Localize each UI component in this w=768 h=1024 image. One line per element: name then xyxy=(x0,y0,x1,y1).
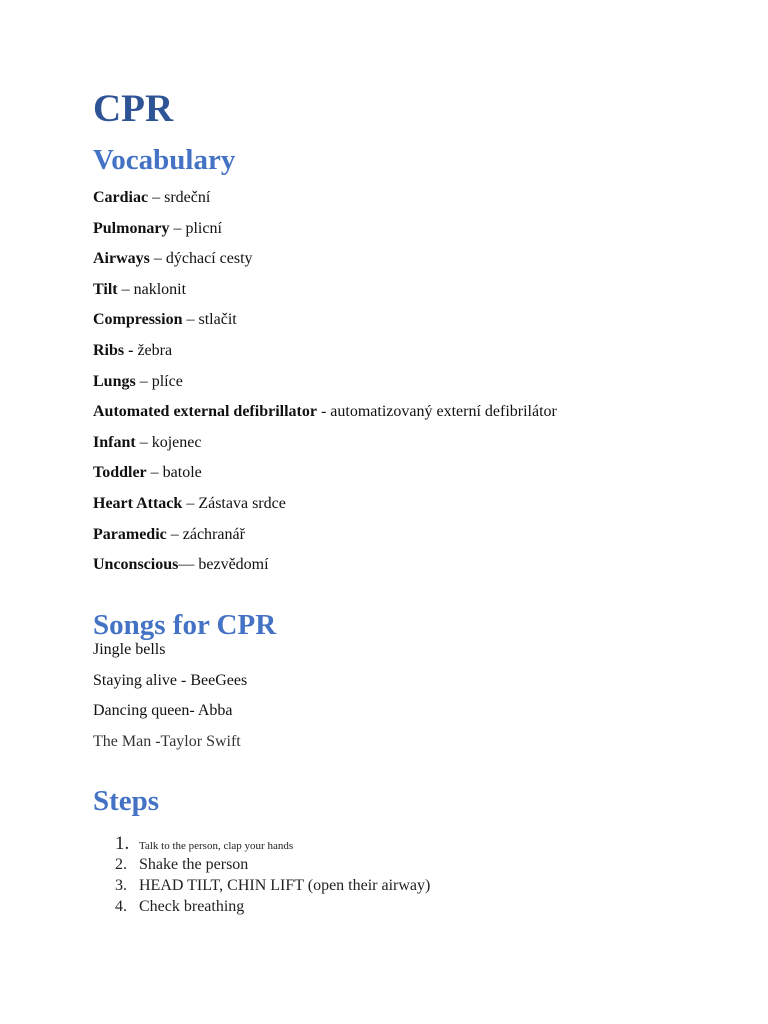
vocab-translation: bezvědomí xyxy=(198,556,269,574)
steps-list xyxy=(115,833,430,917)
vocab-item xyxy=(93,219,557,250)
vocab-term: Airways xyxy=(93,250,150,268)
vocab-translation: kojenec xyxy=(151,433,202,451)
vocab-translation: srdeční xyxy=(164,189,211,206)
vocab-item xyxy=(93,372,557,403)
vocab-translation: žebra xyxy=(137,341,173,359)
vocab-translation: automatizovaný externí defibrilátor xyxy=(330,403,557,421)
vocab-separator: – xyxy=(169,219,186,237)
step-text: Talk to the person, clap your hands xyxy=(139,840,294,852)
step-item xyxy=(115,854,430,875)
vocab-item xyxy=(93,555,557,586)
vocab-separator: – xyxy=(135,433,152,451)
vocab-term: Heart Attack xyxy=(93,494,183,512)
step-number: 1. xyxy=(115,833,130,854)
song-item: Dancing queen- Abba xyxy=(93,702,233,720)
vocab-separator: – xyxy=(135,372,152,390)
vocab-translation: plíce xyxy=(151,372,183,390)
vocab-term: Cardiac xyxy=(93,189,149,206)
vocab-translation: Zástava srdce xyxy=(198,494,286,512)
vocab-term: Paramedic xyxy=(93,525,167,543)
vocabulary-heading: Vocabulary xyxy=(93,144,236,176)
vocab-separator: – xyxy=(149,250,166,268)
step-text: Check breathing xyxy=(139,898,245,915)
vocab-separator: – xyxy=(117,280,134,298)
vocab-term: Lungs xyxy=(93,372,136,390)
vocab-translation: batole xyxy=(162,464,202,482)
step-text: Shake the person xyxy=(139,856,249,873)
vocab-separator: – xyxy=(148,189,165,206)
vocab-term: Unconscious xyxy=(93,556,179,574)
vocab-item xyxy=(93,433,557,464)
vocab-separator: – xyxy=(146,464,163,482)
vocab-term: Automated external defibrillator xyxy=(93,403,317,421)
steps-heading: Steps xyxy=(93,785,160,817)
step-number: 3. xyxy=(115,877,127,894)
vocab-translation: stlačit xyxy=(198,311,237,329)
vocab-item xyxy=(93,494,557,525)
vocab-translation: plicní xyxy=(185,219,222,237)
step-number: 4. xyxy=(115,898,127,915)
vocab-translation: záchranář xyxy=(182,525,245,543)
step-number: 2. xyxy=(115,856,127,873)
page-title: CPR xyxy=(93,87,174,130)
vocab-term: Ribs - xyxy=(93,341,134,359)
songs-heading: Songs for CPR xyxy=(93,609,277,641)
vocab-item xyxy=(93,280,557,311)
vocab-item xyxy=(93,525,557,556)
vocab-term: Compression xyxy=(93,311,183,329)
song-item: Staying alive - BeeGees xyxy=(93,671,248,689)
vocab-item xyxy=(93,188,557,219)
vocab-translation: naklonit xyxy=(133,280,187,298)
songs-list xyxy=(93,640,247,762)
vocab-translation: dýchací cesty xyxy=(165,250,253,268)
song-item: Jingle bells xyxy=(93,641,166,658)
vocab-term: Tilt xyxy=(93,280,118,298)
vocab-item xyxy=(93,310,557,341)
vocab-separator: – xyxy=(182,494,199,512)
step-item xyxy=(115,875,430,896)
vocab-item xyxy=(93,463,557,494)
step-item xyxy=(115,833,430,854)
vocab-term: Infant xyxy=(93,433,136,451)
vocab-term: Pulmonary xyxy=(93,219,170,237)
song-item: The Man -Taylor Swift xyxy=(93,732,241,750)
vocab-item xyxy=(93,341,557,372)
step-item xyxy=(115,896,430,917)
vocab-item xyxy=(93,249,557,280)
vocab-separator: – xyxy=(182,311,199,329)
vocab-separator: — xyxy=(178,556,199,574)
vocab-separator: - xyxy=(316,403,331,421)
vocab-item xyxy=(93,402,557,433)
vocabulary-list xyxy=(93,188,557,586)
vocab-separator: – xyxy=(166,525,183,543)
step-text: HEAD TILT, CHIN LIFT (open their airway) xyxy=(139,877,431,894)
vocab-term: Toddler xyxy=(93,464,147,482)
